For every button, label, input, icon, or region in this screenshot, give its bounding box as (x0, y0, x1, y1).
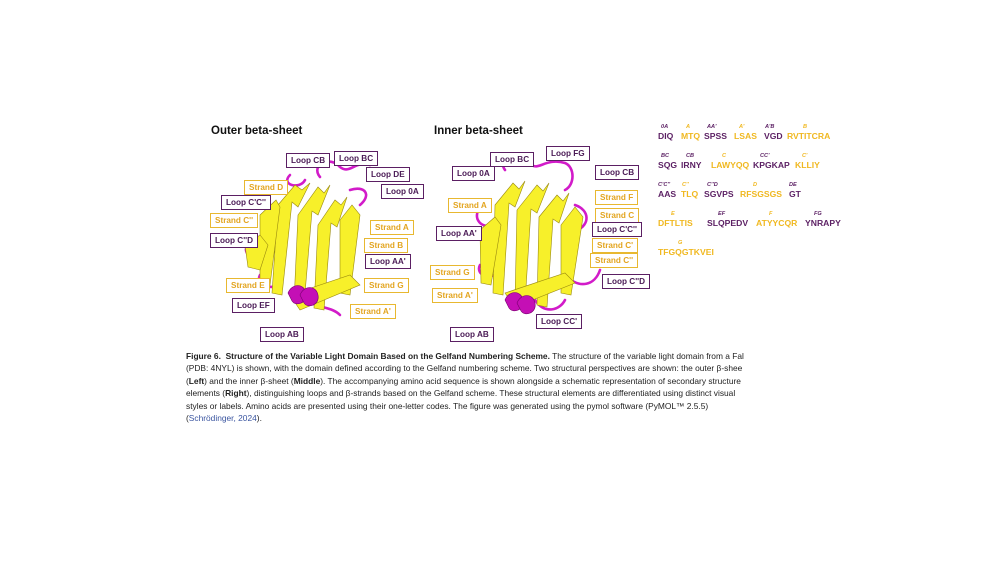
caption-reference-link[interactable]: Schrödinger, 2024 (188, 413, 257, 424)
segment-residues: MTQ (681, 131, 701, 141)
outer-label-loop-ab: Loop AB (260, 327, 304, 342)
segment-tag: C''D (707, 182, 718, 188)
segment-residues: YNRAPY (805, 218, 841, 228)
segment-residues: KPGKAP (753, 160, 790, 170)
segment-tag: A'B (765, 124, 775, 130)
caption-line-2: (PDB: 4NYL) is shown, with the domain defined according to the Gelfand numbering scheme. Two structural perspectives are shown: the outer β-shee (186, 363, 743, 374)
sequence-segment-g (658, 240, 714, 258)
outer-label-loop-aa-prime: Loop AA' (365, 254, 411, 269)
outer-label-loop-c-primec-dprime: Loop C'C'' (221, 195, 271, 210)
segment-residues: AAS (658, 189, 677, 199)
sequence-segment-aa-prime (704, 124, 727, 142)
segment-residues: SQG (658, 160, 678, 170)
segment-tag: E (671, 211, 675, 217)
caption-line-5: styles or labels. Amino acids are presented using their one-letter codes. The figure was generated using the pymol software (PyMOL™ 2.5.5) (186, 400, 709, 411)
inner-label-loop-aa-prime: Loop AA' (436, 226, 482, 241)
sequence-segment-f (756, 211, 797, 229)
segment-residues: GT (789, 189, 801, 199)
caption-line-3 (186, 375, 836, 387)
segment-residues: TFGQGTKVEI (658, 247, 714, 257)
outer-label-loop-bc: Loop BC (334, 151, 378, 166)
inner-label-loop-fg: Loop FG (546, 146, 590, 161)
caption-text-4b: ), distinguishing loops and β-strands based on the Gelfand scheme. These structural elements are differentiated using distinct visual (246, 388, 736, 399)
segment-tag: AA' (707, 124, 717, 130)
outer-label-loop-ef: Loop EF (232, 298, 275, 313)
segment-residues: RVTITCRA (787, 131, 831, 141)
sequence-segment-c-dprime (681, 182, 698, 200)
outer-label-loop-0a: Loop 0A (381, 184, 424, 199)
sequence-segment-e (658, 211, 693, 229)
segment-tag: 0A (661, 124, 669, 130)
segment-residues: SLQPEDV (707, 218, 749, 228)
caption-text-1: The structure of the variable light domain from a Fal (552, 351, 744, 361)
inner-sheet-title: Inner beta-sheet (434, 125, 523, 137)
sequence-schematic (658, 124, 841, 269)
segment-residues: SPSS (704, 131, 727, 141)
sequence-segment-c (711, 153, 749, 171)
sequence-segment-a-primeb (764, 124, 783, 142)
sequence-row (658, 153, 828, 182)
inner-label-loop-0a: Loop 0A (452, 166, 495, 181)
segment-tag: A' (739, 124, 745, 130)
sequence-segment-cb (681, 153, 702, 171)
sequence-segment-b (787, 124, 830, 142)
sequence-row (658, 240, 828, 269)
sequence-segment-cc-prime (753, 153, 790, 171)
outer-label-strand-g: Strand G (364, 278, 409, 293)
sequence-segment-c-dprimed (704, 182, 734, 200)
segment-tag: C'C'' (658, 182, 671, 188)
inner-strands (480, 181, 583, 307)
inner-label-strand-g: Strand G (430, 265, 475, 280)
outer-label-strand-b: Strand B (364, 238, 408, 253)
segment-tag: C'' (682, 182, 689, 188)
segment-tag: CB (686, 153, 695, 159)
segment-tag: DE (789, 182, 797, 188)
segment-tag: A (686, 124, 691, 130)
inner-label-strand-a-prime: Strand A' (432, 288, 478, 303)
sequence-segment-bc (658, 153, 677, 171)
sequence-segment-fg (805, 211, 841, 229)
figure-title: Structure of the Variable Light Domain Based on the Gelfand Numbering Scheme. (225, 351, 550, 361)
inner-label-loop-cc-prime: Loop CC' (536, 314, 582, 329)
outer-sheet-title: Outer beta-sheet (211, 125, 303, 137)
sequence-row (658, 182, 828, 211)
caption-middle: Middle (293, 375, 321, 386)
segment-residues: ATYYCQR (756, 218, 798, 228)
sequence-segment-a (681, 124, 700, 142)
segment-tag: B (803, 124, 808, 130)
outer-label-strand-e: Strand E (226, 278, 270, 293)
inner-label-loop-c-dprimed: Loop C''D (602, 274, 650, 289)
segment-tag: FG (814, 211, 822, 217)
inner-label-loop-cb: Loop CB (595, 165, 639, 180)
segment-tag: BC (661, 153, 670, 159)
sequence-segment-d (740, 182, 782, 200)
segment-residues: RFSGSGS (740, 189, 783, 199)
segment-tag: F (769, 211, 773, 217)
inner-label-strand-c-dprime: Strand C'' (590, 253, 638, 268)
caption-line-6 (186, 412, 836, 424)
caption-line-1 (186, 350, 836, 362)
caption-line-4 (186, 387, 836, 399)
caption-text-3c: ). The accompanying amino acid sequence is shown alongside a schematic representation of secondary structure (320, 375, 741, 386)
caption-text-4a: elements ( (186, 388, 226, 399)
inner-label-loop-ab: Loop AB (450, 327, 494, 342)
segment-residues: SGVPS (704, 189, 734, 199)
sequence-segment-ef (707, 211, 748, 229)
outer-label-strand-a: Strand A (370, 220, 414, 235)
inner-label-strand-c-prime: Strand C' (592, 238, 638, 253)
inner-label-strand-a: Strand A (448, 198, 492, 213)
segment-residues: IRNY (681, 160, 702, 170)
segment-residues: DFTLTIS (658, 218, 693, 228)
caption-paren-close: ). (256, 413, 262, 424)
segment-tag: CC' (760, 153, 770, 159)
segment-tag: D (753, 182, 758, 188)
sequence-row (658, 124, 831, 153)
inner-label-strand-f: Strand F (595, 190, 638, 205)
caption-text-3b: ) and the inner β-sheet ( (204, 375, 294, 386)
inner-label-loop-c-primec-dprime: Loop C'C'' (592, 222, 642, 237)
segment-residues: LSAS (734, 131, 757, 141)
outer-label-strand-d: Strand D (244, 180, 288, 195)
segment-residues: LAWYQQ (711, 160, 750, 170)
inner-label-strand-c: Strand C (595, 208, 639, 223)
caption-paren: ( (186, 375, 189, 386)
segment-tag: EF (718, 211, 726, 217)
outer-label-strand-c-dprime: Strand C'' (210, 213, 258, 228)
sequence-segment-a-prime (734, 124, 757, 142)
caption-paren-open: ( (186, 413, 189, 424)
sequence-row (658, 211, 841, 240)
sequence-segment-c-primec-dprime (658, 182, 676, 200)
segment-tag: C' (802, 153, 808, 159)
outer-label-loop-de: Loop DE (366, 167, 410, 182)
outer-label-loop-c-dprimed: Loop C''D (210, 233, 258, 248)
segment-tag: C (722, 153, 727, 159)
figure-label: Figure 6. (186, 351, 221, 361)
outer-label-strand-a-prime: Strand A' (350, 304, 396, 319)
sequence-segment-de (789, 182, 801, 200)
inner-label-loop-bc: Loop BC (490, 152, 534, 167)
sequence-segment-0a (658, 124, 673, 142)
segment-residues: KLLIY (795, 160, 820, 170)
sequence-segment-c-prime (795, 153, 820, 171)
segment-residues: DIQ (658, 131, 674, 141)
segment-tag: G (678, 240, 683, 246)
figure-caption (186, 350, 836, 424)
outer-label-loop-cb: Loop CB (286, 153, 330, 168)
segment-residues: TLQ (681, 189, 699, 199)
caption-right: Right (225, 388, 247, 399)
caption-left: Left (188, 375, 205, 386)
segment-residues: VGD (764, 131, 783, 141)
